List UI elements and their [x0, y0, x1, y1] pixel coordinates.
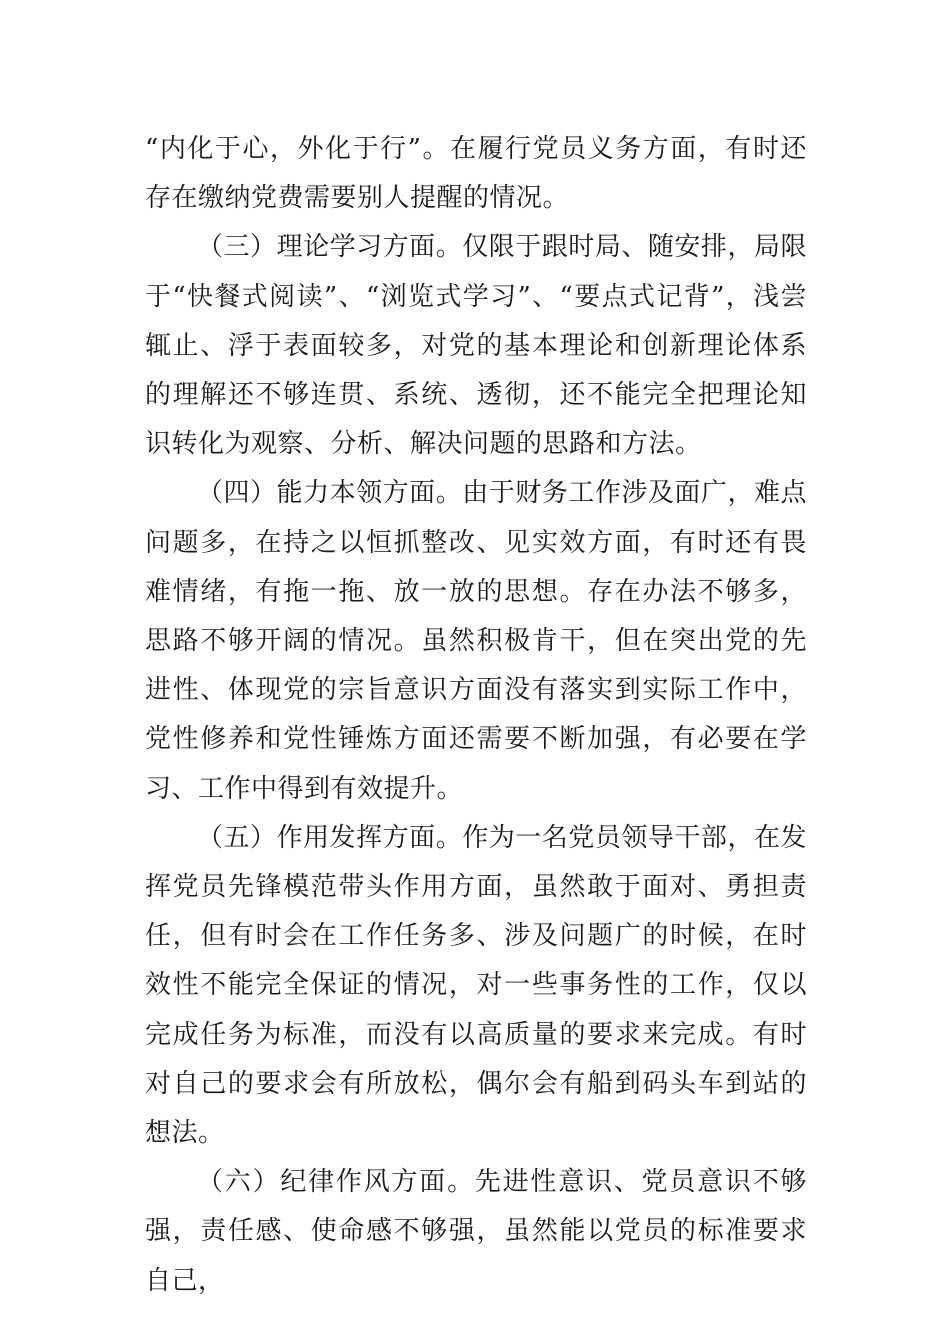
paragraph-theory-study: （三）理论学习方面。仅限于跟时局、随安排，局限于“快餐式阅读”、“浏览式学习”、“要点式记背”，浅尝辄止、浮于表面较多，对党的基本理论和创新理论体系的理解还不够连贯、系统、透彻，还不能完全把理论知识转化为观察、分析、解决问题的思路和方法。 — [145, 232, 807, 460]
document-body — [145, 125, 807, 1306]
paragraph-ability: （四）能力本领方面。由于财务工作涉及面广，难点问题多，在持之以恒抓整改、见实效方面，有时还有畏难情绪，有拖一拖、放一放的思想。存在办法不够多，思路不够开阔的情况。虽然积极肯干，但在突出党的先进性、体现党的宗旨意识方面没有落实到实际工作中，党性修养和党性锤炼方面还需要不断加强，有必要在学习、工作中得到有效提升。 — [145, 478, 807, 804]
paragraph-discipline: （六）纪律作风方面。先进性意识、党员意识不够强，责任感、使命感不够强，虽然能以党员的标准要求自己， — [145, 1167, 807, 1296]
paragraph-role: （五）作用发挥方面。作为一名党员领导干部，在发挥党员先锋模范带头作用方面，虽然敢于面对、勇担责任，但有时会在工作任务多、涉及问题广的时候，在时效性不能完全保证的情况，对一些事务性的工作，仅以完成任务为标准，而没有以高质量的要求来完成。有时对自己的要求会有所放松，偶尔会有船到码头车到站的想法。 — [145, 822, 807, 1149]
paragraph-continuation: “内化于心，外化于行”。在履行党员义务方面，有时还存在缴纳党费需要别人提醒的情况。 — [145, 134, 807, 214]
